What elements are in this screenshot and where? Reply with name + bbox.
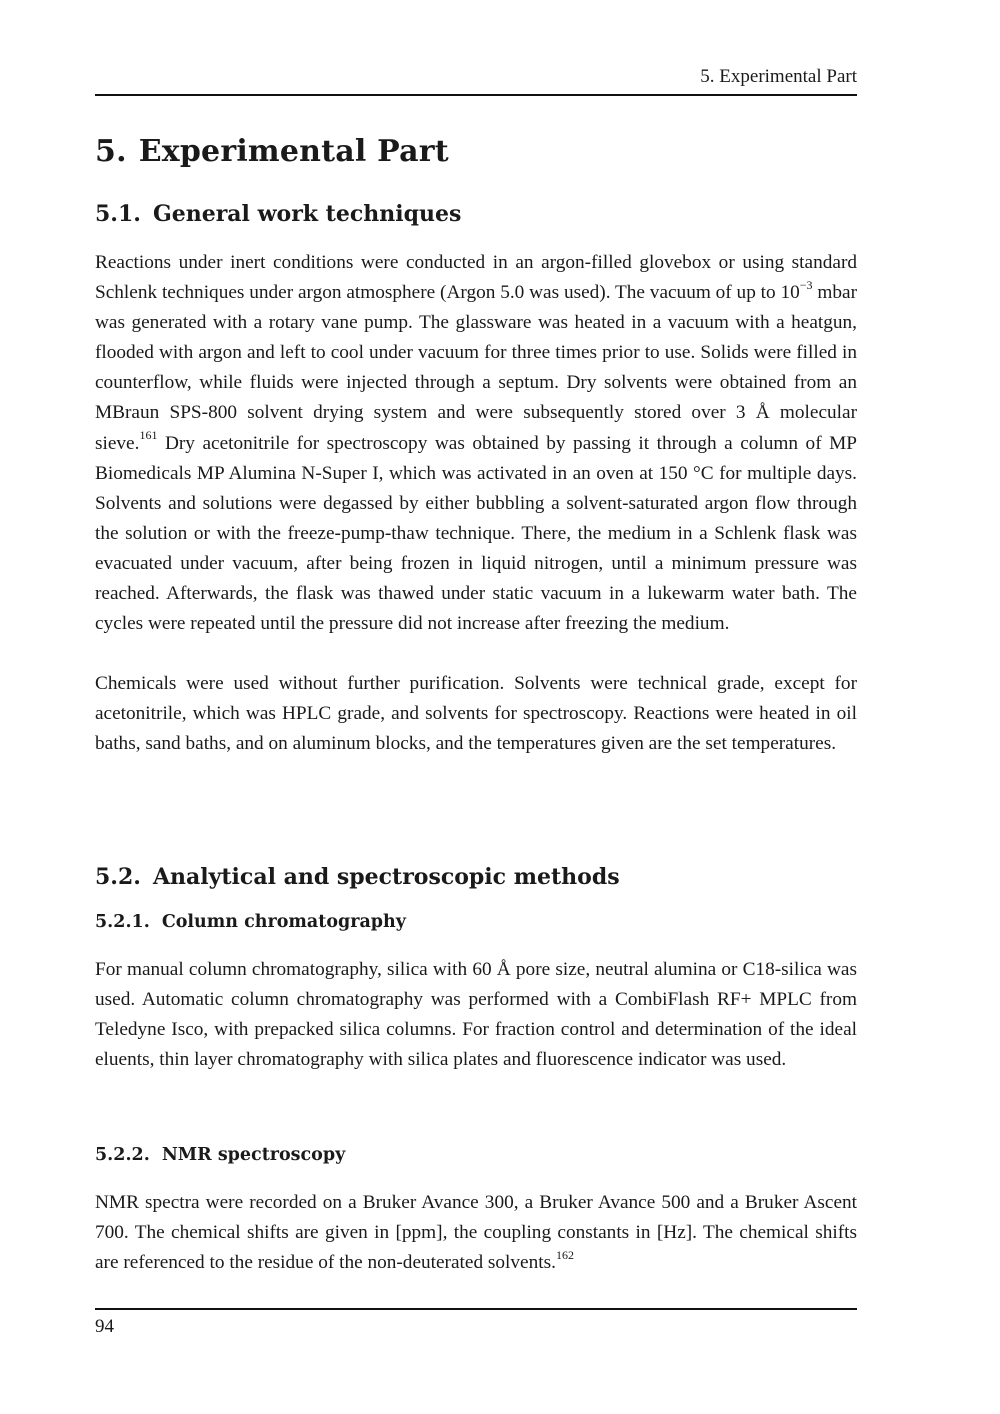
- section-5-2-number: 5.2.: [95, 864, 141, 890]
- subsection-5-2-2-title: NMR spectroscopy: [161, 1145, 346, 1165]
- footer-rule: [95, 1308, 857, 1310]
- paragraph-inert-conditions: [95, 248, 857, 639]
- text-run: mbar was generated with a rotary vane pump. The glassware was heated in a vacuum with a heatgun, flooded with argon and left to cool under vacuum for three times prior to use. Solids were filled in counterflow, while fluids were injected through a septum. Dry solvents were obtained from an MBraun SPS-800 solvent drying system and were subsequently stored over 3 Å molecular sieve.: [95, 282, 858, 454]
- subsection-5-2-2-number: 5.2.2.: [95, 1145, 150, 1165]
- text-run: Dry acetonitrile for spectroscopy was obtained by passing it through a column of MP Biomedicals MP Alumina N-Super I, which was activated in an oven at 150 °C for multiple days. Solvents and solutions were degassed by either bubbling a solvent-saturated argon flow through the solution or with the freeze-pump-thaw technique. There, the medium in a Schlenk flask was evacuated under vacuum, after being frozen in liquid nitrogen, until a minimum pressure was reached. Afterwards, the flask was thawed under static vacuum in a lukewarm water bath. The cycles were repeated until the pressure did not increase after freezing the medium.: [95, 432, 857, 635]
- section-5-2-title: Analytical and spectroscopic methods: [152, 864, 620, 890]
- section-5-1-heading: [95, 201, 461, 227]
- citation-ref: 161: [139, 428, 158, 443]
- chapter-title: [95, 134, 449, 169]
- subsection-5-2-2-heading: [95, 1145, 345, 1165]
- exponent: −3: [799, 277, 813, 292]
- section-5-1-number: 5.1.: [95, 201, 141, 227]
- text-run: Reactions under inert conditions were conducted in an argon-filled glovebox or using standard Schlenk techniques under argon atmosphere (Argon 5.0 was used). The vacuum of up to 10: [95, 252, 857, 304]
- subsection-5-2-1-title: Column chromatography: [161, 912, 406, 932]
- running-head: 5. Experimental Part: [700, 66, 857, 87]
- subsection-5-2-1-number: 5.2.1.: [95, 912, 150, 932]
- chapter-number: 5.: [95, 134, 127, 169]
- header-rule: [95, 94, 857, 96]
- paragraph-nmr: [95, 1188, 857, 1278]
- page-number: 94: [95, 1316, 114, 1337]
- subsection-5-2-1-heading: [95, 912, 406, 932]
- section-5-1-title: General work techniques: [152, 201, 462, 227]
- chapter-title-text: Experimental Part: [138, 134, 449, 169]
- text-run: NMR spectra were recorded on a Bruker Avance 300, a Bruker Avance 500 and a Bruker Ascent 700. The chemical shifts are given in [ppm], the coupling constants in [Hz]. The chemical shifts are referenced to the residue of the non-deuterated solvents.: [95, 1192, 857, 1274]
- page: [95, 0, 857, 1414]
- citation-ref: 162: [555, 1247, 574, 1262]
- paragraph-chemicals: Chemicals were used without further purification. Solvents were technical grade, except for acetonitrile, which was HPLC grade, and solvents for spectroscopy. Reactions were heated in oil baths, sand baths, and on aluminum blocks, and the temperatures given are the set temperatures.: [95, 673, 857, 755]
- paragraph-column-chromatography: For manual column chromatography, silica with 60 Å pore size, neutral alumina or C18-silica was used. Automatic column chromatography was performed with a CombiFlash RF+ MPLC from Teledyne Isco, with prepacked silica columns. For fraction control and determination of the ideal eluents, thin layer chromatography with silica plates and fluorescence indicator was used.: [95, 959, 857, 1071]
- section-5-2-heading: [95, 864, 620, 890]
